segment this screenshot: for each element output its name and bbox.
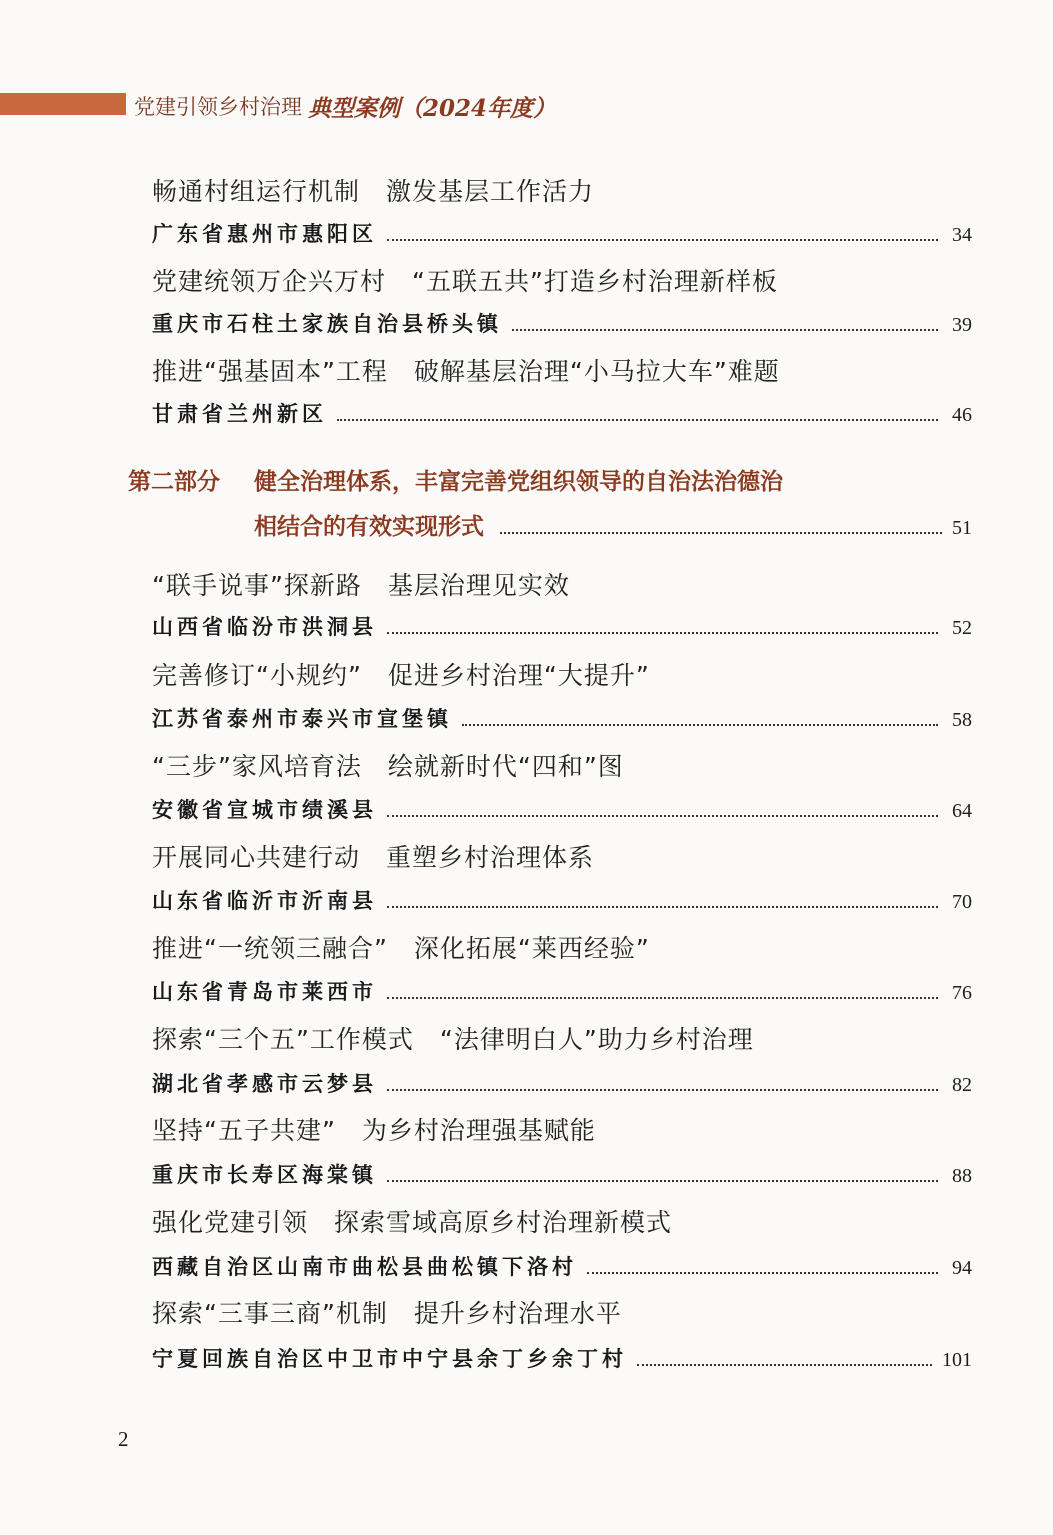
toc-entry-location[interactable] [152,218,972,248]
dot-leader [512,328,938,331]
toc-entry-location[interactable] [152,703,972,733]
toc-place: 宁夏回族自治区中卫市中宁县余丁乡余丁村 [152,1346,627,1371]
toc-entry-location[interactable] [152,1159,972,1189]
toc-place: 重庆市长寿区海棠镇 [152,1162,377,1187]
dot-leader [387,814,938,817]
part-label: 第二部分 [128,469,220,495]
toc-entry-title[interactable]: 坚持“五子共建” 为乡村治理强基赋能 [152,1116,596,1145]
dot-leader [387,905,938,908]
toc-place: 安徽省宣城市绩溪县 [152,797,377,822]
toc-place: 西藏自治区山南市曲松县曲松镇下洛村 [152,1254,577,1279]
dot-leader [500,531,942,534]
toc-entry-title[interactable]: 探索“三事三商”机制 提升乡村治理水平 [152,1299,622,1328]
part-heading[interactable] [128,463,783,496]
dot-leader [387,631,938,634]
toc-page-number: 39 [952,314,972,336]
dot-leader [387,1179,938,1182]
toc-place: 甘肃省兰州新区 [152,401,327,426]
part-title-line2: 相结合的有效实现形式 [254,514,484,540]
dot-leader [637,1363,932,1366]
toc-place: 江苏省泰州市泰兴市宣堡镇 [152,706,452,731]
dot-leader [387,1088,938,1091]
toc-page-number: 76 [952,982,972,1004]
toc-entry-title[interactable]: “三步”家风培育法 绘就新时代“四和”图 [152,752,624,781]
toc-entry-title[interactable]: 畅通村组运行机制 激发基层工作活力 [152,177,595,206]
toc-entry-location[interactable] [152,1343,972,1373]
toc-entry-title[interactable]: 推进“强基固本”工程 破解基层治理“小马拉大车”难题 [152,357,780,386]
toc-entry-title[interactable]: 强化党建引领 探索雪域高原乡村治理新模式 [152,1208,673,1237]
toc-entry-location[interactable] [152,794,972,824]
toc-entry-location[interactable] [152,885,972,915]
toc-entry-title[interactable]: 推进“一统领三融合” 深化拓展“莱西经验” [152,934,650,963]
toc-entry-location[interactable] [152,1251,972,1281]
toc-page-number: 52 [952,617,972,639]
toc-page-number: 94 [952,1257,972,1279]
toc-page-number: 101 [942,1349,972,1371]
dot-leader [387,238,938,241]
toc-entry-location[interactable] [152,308,972,338]
toc-page-number: 46 [952,404,972,426]
toc-place: 山东省临沂市沂南县 [152,888,377,913]
page-number: 2 [118,1427,129,1451]
toc-page-number: 64 [952,800,972,822]
toc-page-number: 88 [952,1165,972,1187]
toc-place: 广东省惠州市惠阳区 [152,221,377,246]
toc-entry-title[interactable]: “联手说事”探新路 基层治理见实效 [152,571,570,600]
dot-leader [337,418,938,421]
toc-page-number: 70 [952,891,972,913]
toc-entry-title[interactable]: 党建统领万企兴万村 “五联五共”打造乡村治理新样板 [152,267,778,296]
dot-leader [462,723,938,726]
toc-page-number: 82 [952,1074,972,1096]
toc-place: 重庆市石柱土家族自治县桥头镇 [152,311,502,336]
part-page-number: 51 [952,517,972,539]
toc-page-number: 34 [952,224,972,246]
header-prefix: 党建引领乡村治理 [134,95,302,119]
header-emphasis: 典型案例（2024年度） [308,94,557,122]
toc-entry-title[interactable]: 完善修订“小规约” 促进乡村治理“大提升” [152,661,650,690]
toc-place: 山西省临汾市洪洞县 [152,614,377,639]
toc-place: 湖北省孝感市云梦县 [152,1071,377,1096]
toc-entry-location[interactable] [152,976,972,1006]
dot-leader [587,1271,938,1274]
toc-entry-title[interactable]: 开展同心共建行动 重塑乡村治理体系 [152,843,595,872]
toc-entry-location[interactable] [152,398,972,428]
toc-entry-location[interactable] [152,611,972,641]
toc-place: 山东省青岛市莱西市 [152,979,377,1004]
dot-leader [387,996,938,999]
toc-entry-title[interactable]: 探索“三个五”工作模式 “法律明白人”助力乡村治理 [152,1025,754,1054]
part-heading-line2[interactable] [254,508,972,541]
toc-page-number: 58 [952,709,972,731]
part-title-line1: 健全治理体系，丰富完善党组织领导的自治法治德治 [254,469,783,495]
toc-entry-location[interactable] [152,1068,972,1098]
